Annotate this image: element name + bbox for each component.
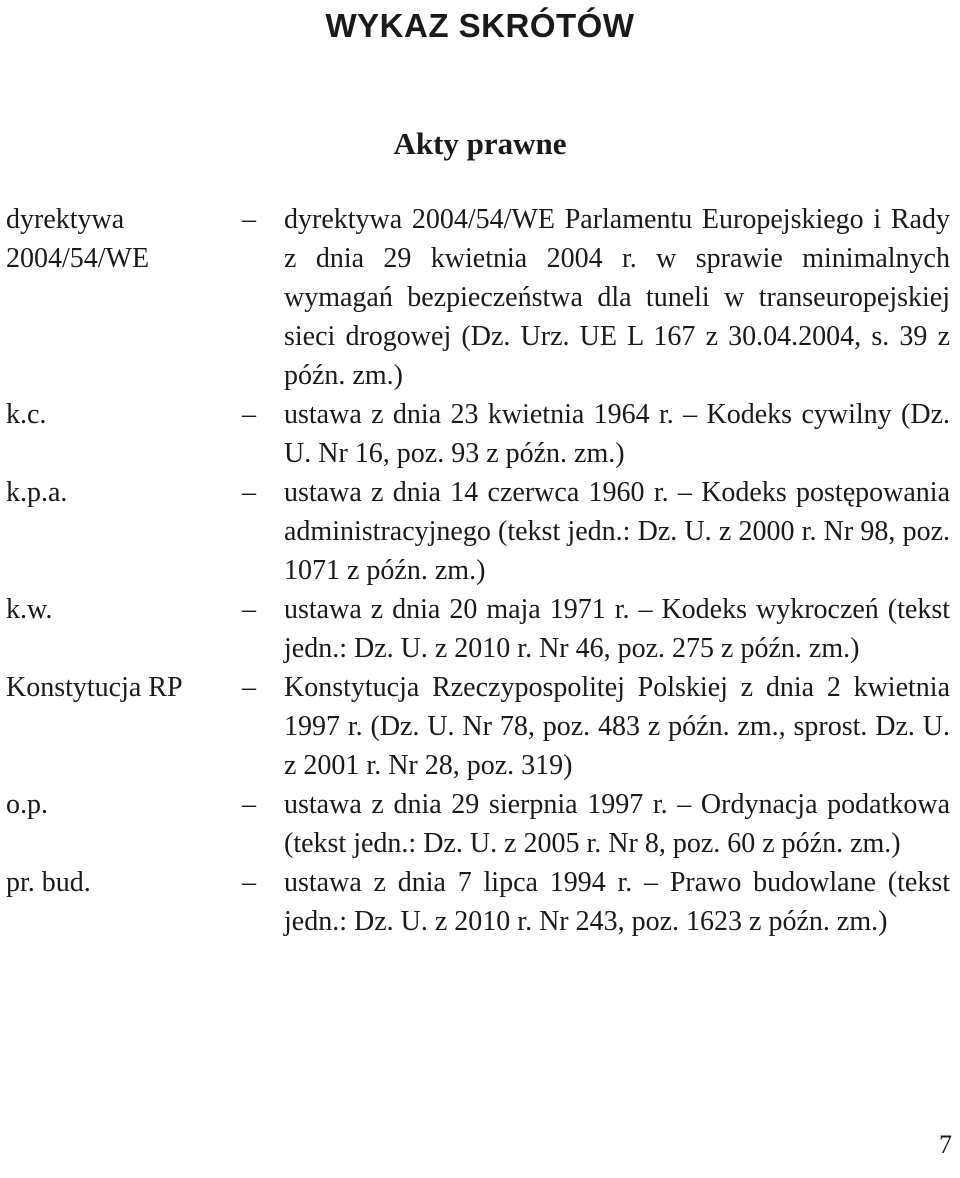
page-number: 7 xyxy=(939,1130,952,1159)
definition: ustawa z dnia 14 czerwca 1960 r. – Kodeks postępowania administracyjnego (tekst jedn.: Dz. U. z 2000 r. Nr 98, poz. 1071 z późn. zm.) xyxy=(284,477,950,586)
definition: ustawa z dnia 7 lipca 1994 r. – Prawo budowlane (tekst jedn.: Dz. U. z 2010 r. Nr 243, poz. 1623 z późn. zm.) xyxy=(284,867,950,937)
list-item-konstytucja xyxy=(6,668,954,785)
definition: dyrektywa 2004/54/WE Parlamentu Europejskiego i Rady z dnia 29 kwietnia 2004 r. w sprawie minimalnych wymagań bezpieczeństwa dla tuneli w transeuropejskiej sieci drogowej (Dz. Urz. UE L 167 z 30.04.2004, s. 39 z późn. zm.) xyxy=(284,204,950,391)
abbreviation: dyrektywa 2004/54/WE xyxy=(6,204,150,274)
abbreviation: o.p. xyxy=(6,789,48,820)
list-item-kpa xyxy=(6,473,954,590)
abbreviation: k.w. xyxy=(6,594,53,625)
section-heading: Akty prawne xyxy=(393,126,567,161)
dash-separator: – xyxy=(242,204,256,235)
abbreviation-list xyxy=(6,200,954,941)
dash-separator: – xyxy=(242,477,256,508)
dash-separator: – xyxy=(242,867,256,898)
list-item-op xyxy=(6,785,954,863)
abbreviation: Konstytucja RP xyxy=(6,672,183,703)
list-item-pr-bud xyxy=(6,863,954,941)
definition: ustawa z dnia 23 kwietnia 1964 r. – Kodeks cywilny (Dz. U. Nr 16, poz. 93 z późn. zm.) xyxy=(284,399,950,469)
list-item-kw xyxy=(6,590,954,668)
definition: Konstytucja Rzeczypospolitej Polskiej z dnia 2 kwietnia 1997 r. (Dz. U. Nr 78, poz. 483 z późn. zm., sprost. Dz. U. z 2001 r. Nr 28, poz. 319) xyxy=(284,672,950,781)
dash-separator: – xyxy=(242,672,256,703)
definition: ustawa z dnia 29 sierpnia 1997 r. – Ordynacja podatkowa (tekst jedn.: Dz. U. z 2005 r. Nr 8, poz. 60 z późn. zm.) xyxy=(284,789,950,859)
dash-separator: – xyxy=(242,594,256,625)
list-item-dyrektywa xyxy=(6,200,954,395)
dash-separator: – xyxy=(242,789,256,820)
abbreviation: k.p.a. xyxy=(6,477,68,508)
dash-separator: – xyxy=(242,399,256,430)
definition: ustawa z dnia 20 maja 1971 r. – Kodeks wykroczeń (tekst jedn.: Dz. U. z 2010 r. Nr 46, poz. 275 z późn. zm.) xyxy=(284,594,950,664)
abbreviation: pr. bud. xyxy=(6,867,91,898)
list-item-kc xyxy=(6,395,954,473)
abbreviation: k.c. xyxy=(6,399,47,430)
page-title: WYKAZ SKRÓTÓW xyxy=(325,7,635,44)
